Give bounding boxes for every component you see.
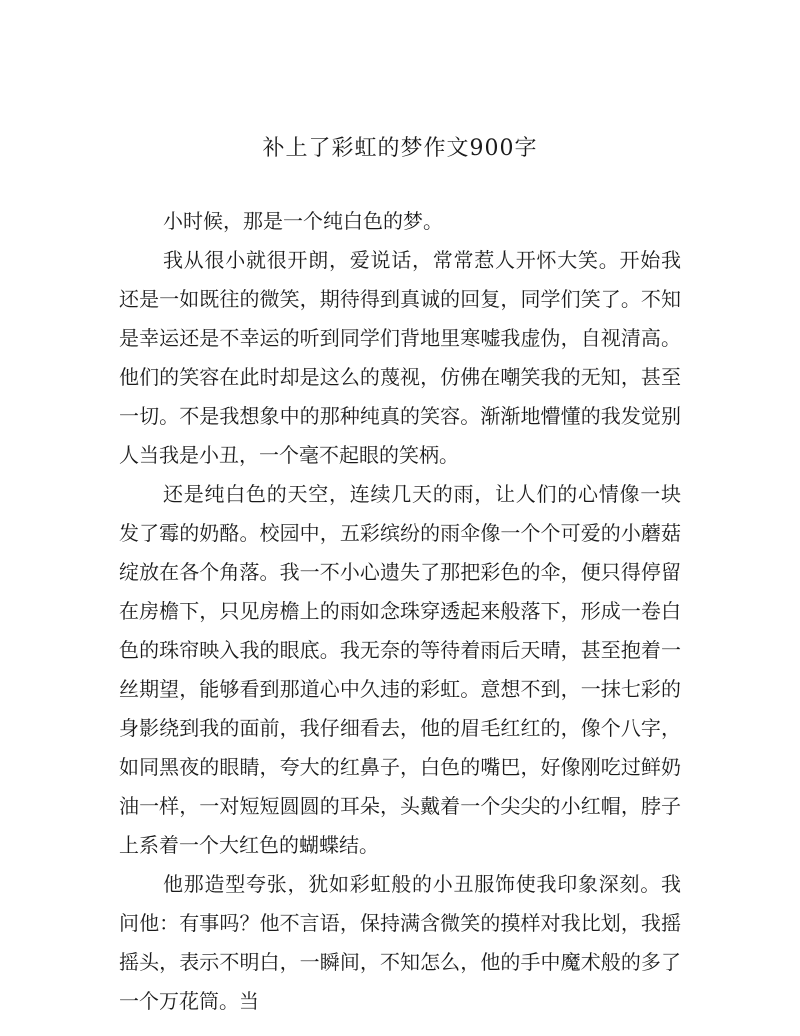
paragraph-2: 我从很小就很开朗，爱说话，常常惹人开怀大笑。开始我还是一如既往的微笑，期待得到真诚的回复，同学们笑了。不知是幸运还是不幸运的听到同学们背地里寒嘘我虚伪，自视清高。他们的笑容在此时却是这么的蔑视，仿佛在嘲笑我的无知，甚至一切。不是我想象中的那种纯真的笑容。渐渐地懵懂的我发觉别人当我是小丑，一个毫不起眼的笑柄。	[119, 248, 681, 467]
paragraph-1: 小时候，那是一个纯白色的梦。	[163, 209, 443, 233]
paragraph-3: 还是纯白色的天空，连续几天的雨，让人们的心情像一块发了霉的奶酪。校园中，五彩缤纷的雨伞像一个个可爱的小蘑菇绽放在各个角落。我一不小心遗失了那把彩色的伞，便只得停留在房檐下，只见房檐上的雨如念珠穿透起来般落下，形成一卷白色的珠帘映入我的眼底。我无奈的等待着雨后天晴，甚至抱着一丝期望，能够看到那道心中久违的彩虹。意想不到，一抹七彩的身影绕到我的面前，我仔细看去，他的眉毛红红的，像个八字，如同黑夜的眼睛，夸大的红鼻子，白色的嘴巴，好像刚吃过鲜奶油一样，一对短短圆圆的耳朵，头戴着一个尖尖的小红帽，脖子上系着一个大红色的蝴蝶结。	[119, 482, 681, 857]
document-title: 补上了彩虹的梦作文900字	[262, 136, 538, 161]
paragraph-4: 他那造型夸张，犹如彩虹般的小丑服饰使我印象深刻。我问他：有事吗？他不言语，保持满含微笑的摸样对我比划，我摇摇头，表示不明白，一瞬间，不知怎么，他的手中魔术般的多了一个万花筒。当	[119, 872, 681, 1013]
document-body	[119, 202, 681, 1021]
